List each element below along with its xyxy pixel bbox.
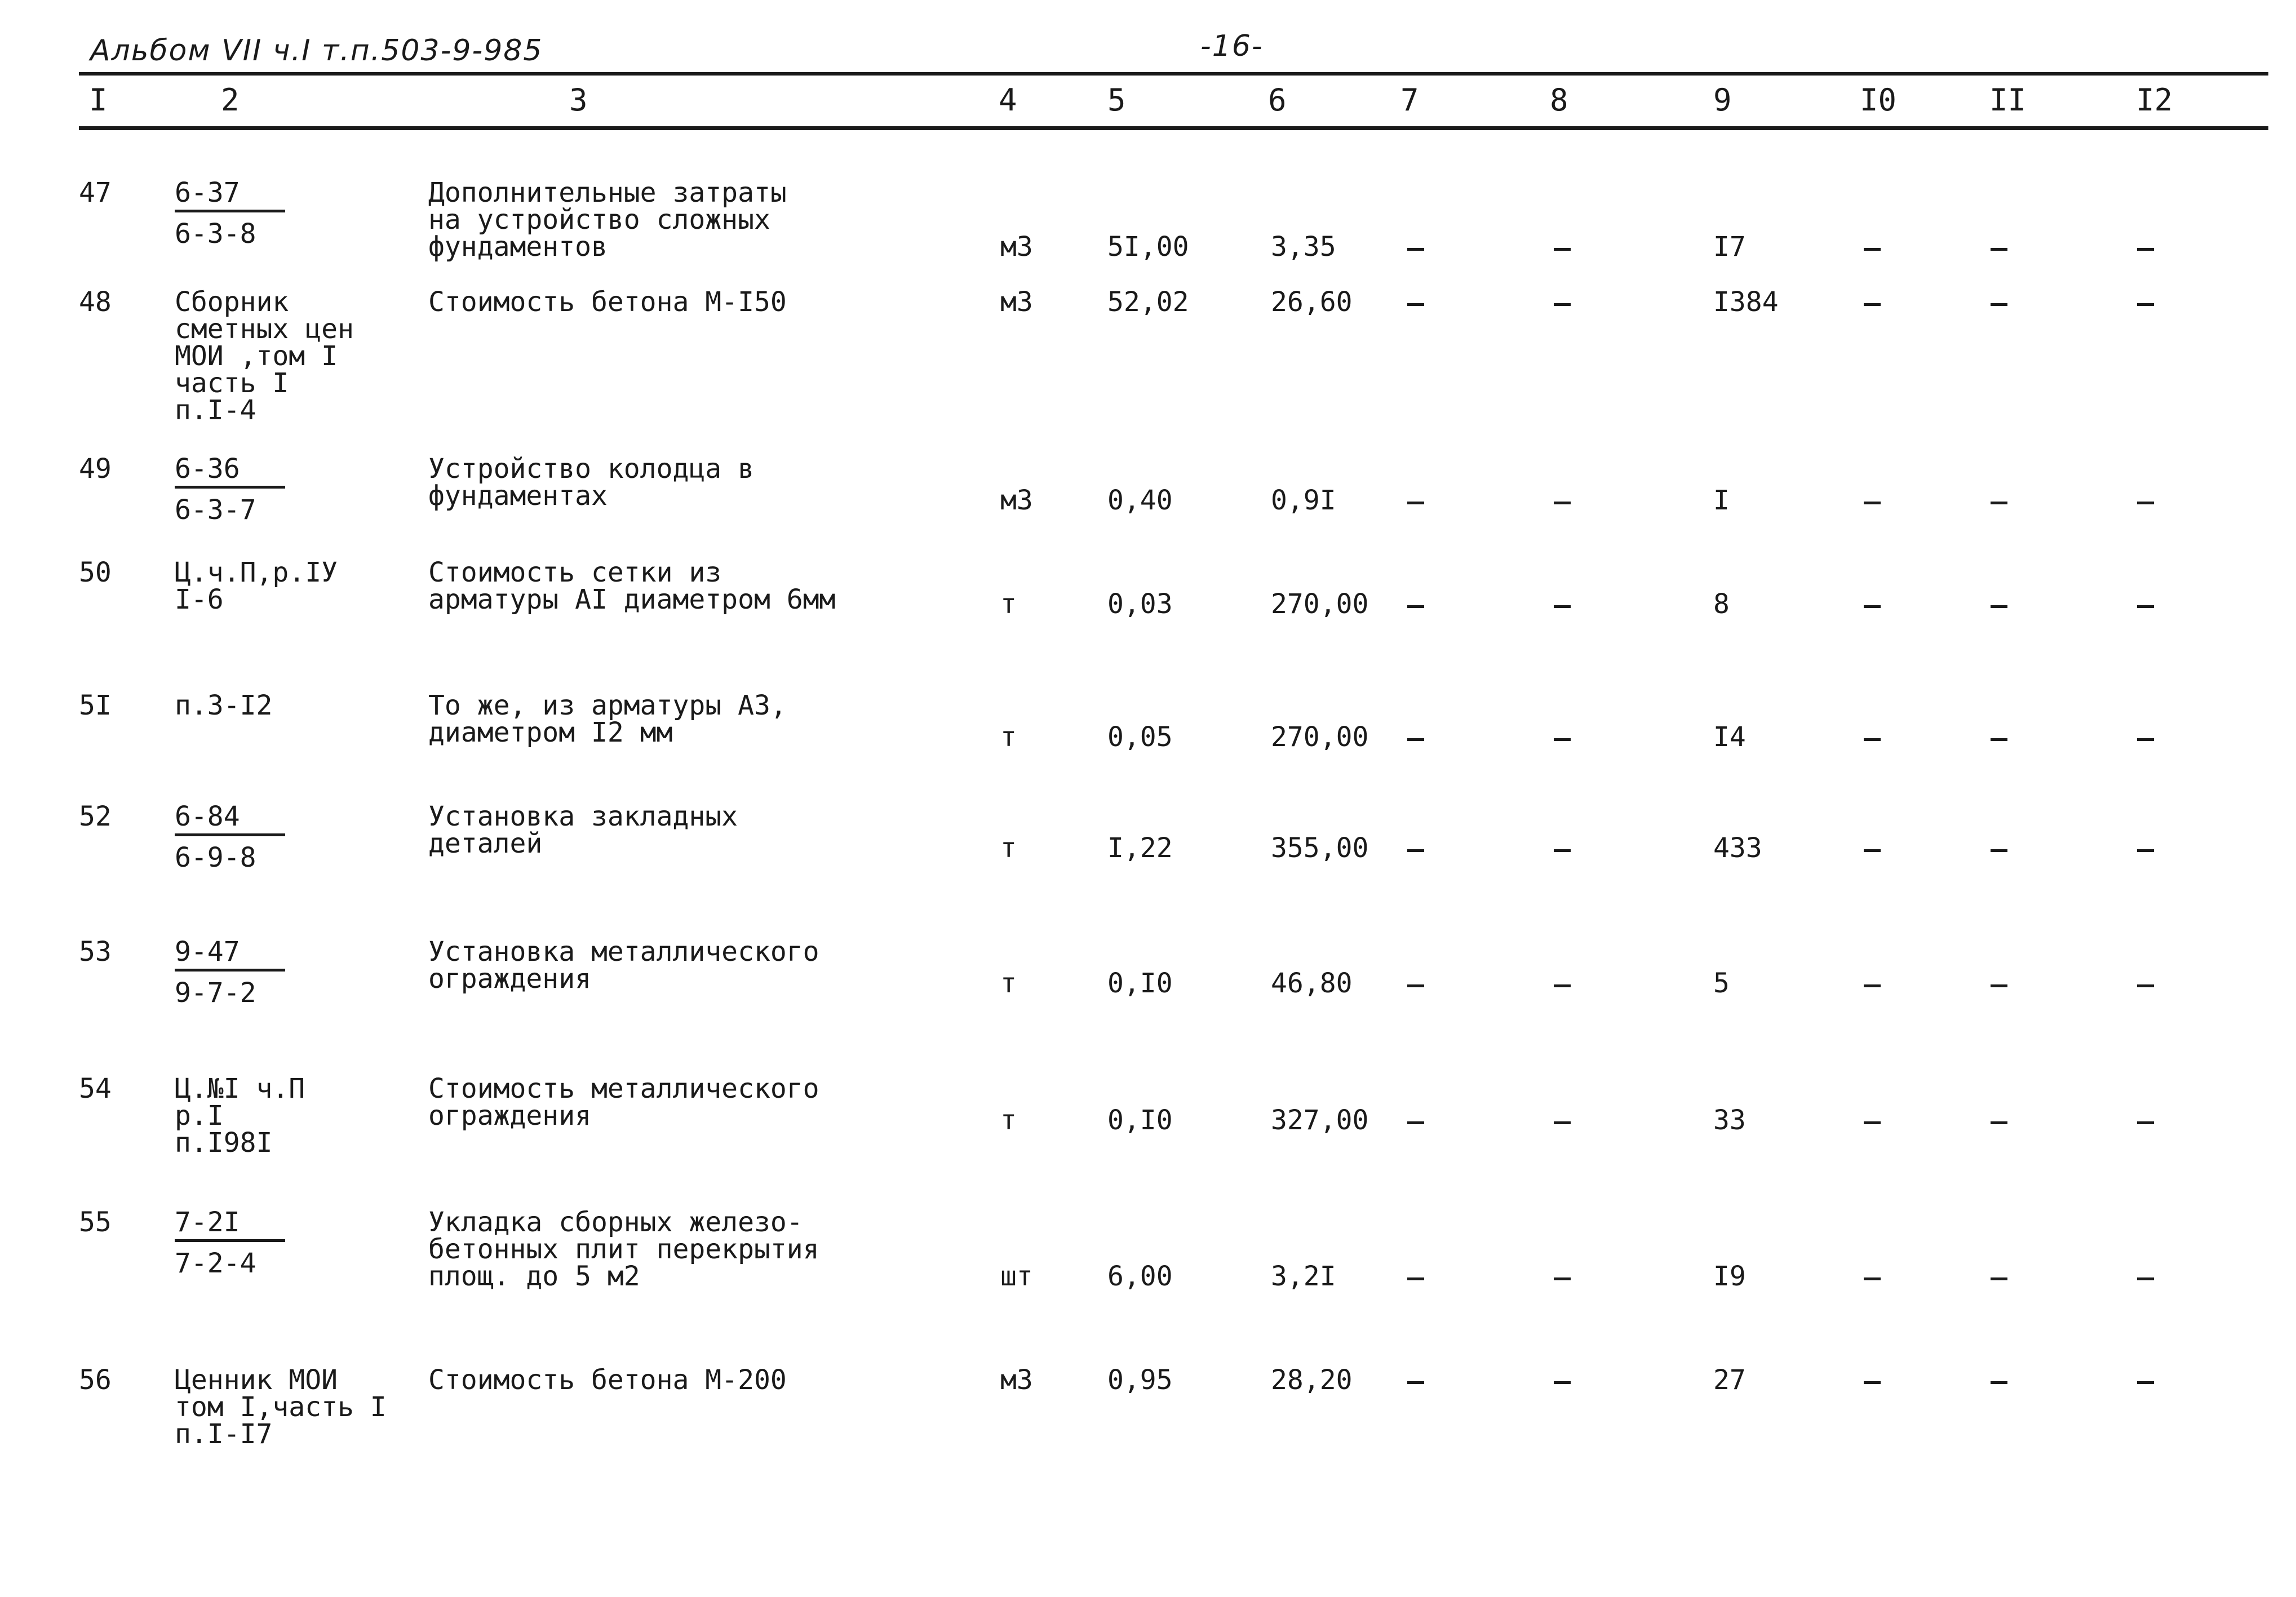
unit-price: 355,00: [1271, 832, 1369, 864]
row-number: 56: [79, 1364, 112, 1396]
empty-cell-dash: [1864, 1277, 1881, 1280]
column-header: 2: [221, 82, 240, 118]
empty-cell-dash: [1864, 248, 1881, 251]
unit-price: 327,00: [1271, 1104, 1369, 1136]
total-cost: I: [1713, 485, 1730, 516]
total-cost: 33: [1713, 1104, 1746, 1136]
total-cost: 433: [1713, 832, 1762, 864]
norm-code-numerator: 7-2I: [175, 1209, 285, 1242]
album-reference: Альбом VII ч.I т.п.503-9-985: [90, 34, 543, 68]
norm-code: Ценник МОИ том I,часть I п.I-I7: [175, 1364, 387, 1450]
empty-cell-dash: [1407, 738, 1424, 741]
column-header: 5: [1107, 82, 1126, 118]
unit: т: [1000, 721, 1017, 753]
work-description: Стоимость металлического ограждения: [428, 1073, 819, 1132]
work-description: Установка металлического ограждения: [428, 936, 819, 995]
total-cost: 27: [1713, 1364, 1746, 1396]
row-number: 52: [79, 801, 112, 832]
empty-cell-dash: [2137, 1277, 2154, 1280]
work-description: Стоимость бетона М-200: [428, 1364, 787, 1396]
empty-cell-dash: [1991, 984, 2007, 987]
norm-code: Ц.№I ч.П р.I п.I98I: [175, 1073, 305, 1159]
header-top-rule: [79, 72, 2268, 76]
unit-price: 0,9I: [1271, 485, 1336, 516]
norm-code: п.3-I2: [175, 690, 273, 721]
norm-code-denominator: 7-2-4: [175, 1248, 256, 1279]
norm-code: Сборник сметных цен МОИ ,том I часть I п.I-4: [175, 286, 354, 426]
empty-cell-dash: [1407, 248, 1424, 251]
row-number: 49: [79, 453, 112, 485]
quantity: 0,40: [1107, 485, 1173, 516]
empty-cell-dash: [1864, 1381, 1881, 1384]
row-number: 55: [79, 1206, 112, 1238]
empty-cell-dash: [1991, 1381, 2007, 1384]
row-number: 53: [79, 936, 112, 968]
norm-code-denominator: 9-7-2: [175, 977, 256, 1009]
empty-cell-dash: [1407, 1381, 1424, 1384]
work-description: То же, из арматуры А3, диаметром I2 мм: [428, 690, 787, 748]
norm-code: [175, 1206, 285, 1279]
empty-cell-dash: [1864, 303, 1881, 306]
column-header: 9: [1713, 82, 1732, 118]
empty-cell-dash: [1864, 738, 1881, 741]
empty-cell-dash: [1554, 1121, 1571, 1124]
row-number: 54: [79, 1073, 112, 1104]
quantity: 0,05: [1107, 721, 1173, 753]
empty-cell-dash: [1554, 502, 1571, 504]
empty-cell-dash: [1407, 849, 1424, 852]
empty-cell-dash: [1554, 1277, 1571, 1280]
unit: т: [1000, 588, 1017, 620]
unit: т: [1000, 1104, 1017, 1136]
norm-code-numerator: 9-47: [175, 938, 285, 971]
unit-price: 28,20: [1271, 1364, 1353, 1396]
header-bottom-rule: [79, 126, 2268, 130]
empty-cell-dash: [1554, 303, 1571, 306]
unit: м3: [1000, 231, 1033, 263]
quantity: 0,95: [1107, 1364, 1173, 1396]
empty-cell-dash: [1554, 738, 1571, 741]
empty-cell-dash: [2137, 248, 2154, 251]
column-header: 7: [1400, 82, 1419, 118]
column-header: I2: [2136, 82, 2173, 118]
column-header: 6: [1268, 82, 1287, 118]
empty-cell-dash: [1864, 605, 1881, 608]
column-header: II: [1989, 82, 2027, 118]
work-description: Дополнительные затраты на устройство сложных фундаментов: [428, 177, 787, 263]
empty-cell-dash: [1991, 248, 2007, 251]
column-header: 3: [569, 82, 588, 118]
total-cost: 5: [1713, 968, 1730, 999]
norm-code: Ц.ч.П,р.IУ I-6: [175, 557, 338, 615]
unit-price: 3,35: [1271, 231, 1336, 263]
row-number: 50: [79, 557, 112, 588]
total-cost: I384: [1713, 286, 1779, 318]
unit: м3: [1000, 485, 1033, 516]
norm-code-numerator: 6-37: [175, 179, 285, 212]
column-header: I: [89, 82, 108, 118]
norm-code: [175, 936, 285, 1009]
empty-cell-dash: [1991, 502, 2007, 504]
total-cost: I9: [1713, 1261, 1746, 1292]
empty-cell-dash: [1407, 1121, 1424, 1124]
empty-cell-dash: [2137, 1381, 2154, 1384]
norm-code: [175, 803, 285, 871]
norm-code-denominator: 6-3-8: [175, 218, 256, 250]
row-number: 5I: [79, 690, 112, 721]
row-number: 48: [79, 286, 112, 318]
empty-cell-dash: [2137, 605, 2154, 608]
empty-cell-dash: [1991, 1121, 2007, 1124]
empty-cell-dash: [2137, 303, 2154, 306]
norm-code: [175, 455, 285, 524]
quantity: I,22: [1107, 832, 1173, 864]
quantity: 6,00: [1107, 1261, 1173, 1292]
quantity: 0,I0: [1107, 968, 1173, 999]
norm-code-denominator: 6-9-8: [175, 842, 256, 873]
empty-cell-dash: [1991, 605, 2007, 608]
unit-price: 3,2I: [1271, 1261, 1336, 1292]
norm-code: [175, 177, 285, 250]
empty-cell-dash: [1864, 502, 1881, 504]
total-cost: I4: [1713, 721, 1746, 753]
quantity: 0,I0: [1107, 1104, 1173, 1136]
empty-cell-dash: [1407, 303, 1424, 306]
empty-cell-dash: [1407, 502, 1424, 504]
empty-cell-dash: [1407, 1277, 1424, 1280]
column-header: 8: [1550, 82, 1568, 118]
empty-cell-dash: [1554, 1381, 1571, 1384]
empty-cell-dash: [1554, 849, 1571, 852]
empty-cell-dash: [1864, 1121, 1881, 1124]
empty-cell-dash: [1991, 849, 2007, 852]
work-description: Устройство колодца в фундаментах: [428, 453, 754, 512]
empty-cell-dash: [1864, 984, 1881, 987]
empty-cell-dash: [1554, 984, 1571, 987]
empty-cell-dash: [1554, 248, 1571, 251]
unit-price: 270,00: [1271, 721, 1369, 753]
empty-cell-dash: [1864, 849, 1881, 852]
empty-cell-dash: [1407, 605, 1424, 608]
unit-price: 46,80: [1271, 968, 1353, 999]
page-number: -16-: [1200, 29, 1264, 63]
unit: м3: [1000, 1364, 1033, 1396]
empty-cell-dash: [2137, 1121, 2154, 1124]
unit-price: 26,60: [1271, 286, 1353, 318]
total-cost: 8: [1713, 588, 1730, 620]
empty-cell-dash: [1991, 303, 2007, 306]
empty-cell-dash: [2137, 849, 2154, 852]
work-description: Укладка сборных железо- бетонных плит перекрытия площ. до 5 м2: [428, 1206, 819, 1292]
work-description: Стоимость бетона М-I50: [428, 286, 787, 318]
row-number: 47: [79, 177, 112, 209]
empty-cell-dash: [2137, 502, 2154, 504]
norm-code-numerator: 6-36: [175, 455, 285, 489]
unit-price: 270,00: [1271, 588, 1369, 620]
empty-cell-dash: [1991, 1277, 2007, 1280]
empty-cell-dash: [1407, 984, 1424, 987]
empty-cell-dash: [1554, 605, 1571, 608]
empty-cell-dash: [2137, 738, 2154, 741]
unit: шт: [1000, 1261, 1033, 1292]
quantity: 5I,00: [1107, 231, 1189, 263]
unit: т: [1000, 832, 1017, 864]
quantity: 52,02: [1107, 286, 1189, 318]
quantity: 0,03: [1107, 588, 1173, 620]
unit: т: [1000, 968, 1017, 999]
work-description: Стоимость сетки из арматуры АI диаметром 6мм: [428, 557, 836, 615]
norm-code-numerator: 6-84: [175, 803, 285, 836]
empty-cell-dash: [2137, 984, 2154, 987]
column-header: 4: [999, 82, 1017, 118]
work-description: Установка закладных деталей: [428, 801, 738, 859]
unit: м3: [1000, 286, 1033, 318]
norm-code-denominator: 6-3-7: [175, 494, 256, 526]
column-header: I0: [1860, 82, 1897, 118]
empty-cell-dash: [1991, 738, 2007, 741]
total-cost: I7: [1713, 231, 1746, 263]
